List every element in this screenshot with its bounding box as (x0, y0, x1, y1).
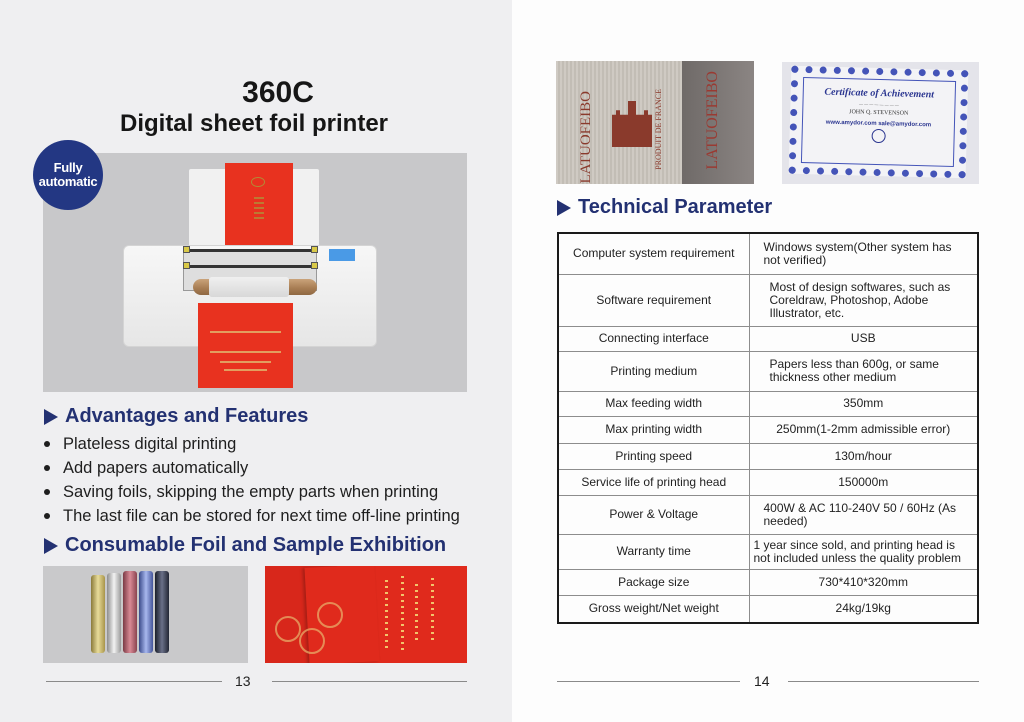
param-value: 130m/hour (749, 443, 978, 469)
certificate-title: Certificate of Achievement (824, 86, 935, 101)
param-value: 24kg/19kg (749, 595, 978, 623)
wine-box-sample-image (556, 61, 754, 184)
feature-item: The last file can be stored for next time off-line printing (44, 504, 460, 528)
param-value: Most of design softwares, such as Coreldraw, Photoshop, Adobe Illustrator, etc. (749, 274, 978, 326)
table-row (558, 534, 978, 569)
triangle-bullet-icon (44, 409, 58, 425)
features-list (44, 432, 460, 528)
consumables-heading: Consumable Foil and Sample Exhibition (44, 534, 446, 557)
table-row (558, 391, 978, 416)
emblem-icon (251, 177, 265, 187)
printer-product-image (43, 153, 467, 392)
certificate-sample-image: Certificate of Achievement — — — — — — — — JOHN Q. STEVENSON www.amydor.com sale@amydor.com (782, 62, 979, 184)
triangle-bullet-icon (44, 538, 58, 554)
table-row (558, 326, 978, 351)
foil-film (209, 277, 289, 297)
model-number: 360C (242, 76, 314, 109)
table-row (558, 351, 978, 391)
page-number: 13 (235, 673, 251, 689)
table-row (558, 233, 978, 274)
param-label: Software requirement (558, 274, 749, 326)
badge-line-2: automatic (38, 174, 98, 189)
footer-rule (788, 681, 979, 682)
param-value: Windows system(Other system has not verified) (749, 233, 978, 274)
param-label: Service life of printing head (558, 469, 749, 495)
seal-icon (871, 129, 885, 143)
table-row (558, 569, 978, 595)
product-title: Digital sheet foil printer (119, 110, 389, 137)
param-label: Max feeding width (558, 391, 749, 416)
param-value: 350mm (749, 391, 978, 416)
footer-rule (46, 681, 222, 682)
feature-item: Add papers automatically (44, 456, 460, 480)
table-row (558, 595, 978, 623)
param-label: Max printing width (558, 416, 749, 443)
param-label: Power & Voltage (558, 495, 749, 534)
param-value: 250mm(1-2mm admissible error) (749, 416, 978, 443)
red-paper-output (198, 303, 293, 388)
param-value: 730*410*320mm (749, 569, 978, 595)
table-row (558, 495, 978, 534)
table-row (558, 443, 978, 469)
param-label: Package size (558, 569, 749, 595)
feature-item: Saving foils, skipping the empty parts when printing (44, 480, 460, 504)
param-label: Connecting interface (558, 326, 749, 351)
fully-automatic-badge (33, 140, 103, 210)
param-label: Gross weight/Net weight (558, 595, 749, 623)
table-row (558, 469, 978, 495)
param-label: Computer system requirement (558, 233, 749, 274)
param-value: USB (749, 326, 978, 351)
feature-item: Plateless digital printing (44, 432, 460, 456)
foil-sample-cards-image (265, 566, 467, 663)
brand-text: LATUOFEIBO (578, 91, 594, 184)
param-value: Papers less than 600g, or same thickness other medium (749, 351, 978, 391)
control-screen (329, 249, 355, 261)
triangle-bullet-icon (557, 200, 571, 216)
advantages-heading: Advantages and Features (44, 405, 308, 428)
table-row (558, 274, 978, 326)
badge-line-1: Fully (53, 160, 83, 175)
param-label: Printing medium (558, 351, 749, 391)
footer-rule (272, 681, 467, 682)
origin-text: PRODUIT DE FRANCE (654, 89, 663, 170)
param-label: Warranty time (558, 534, 749, 569)
table-row (558, 416, 978, 443)
param-value: 1 year since sold, and printing head is not included unless the quality problem (749, 534, 978, 569)
param-label: Printing speed (558, 443, 749, 469)
certificate-name: JOHN Q. STEVENSON (849, 109, 909, 117)
technical-parameter-heading: Technical Parameter (557, 196, 772, 219)
brand-text-dark: LATUOFEIBO (704, 71, 721, 170)
certificate-contact: www.amydor.com sale@amydor.com (825, 119, 932, 129)
foil-rolls-image (43, 566, 248, 663)
technical-parameter-table (557, 232, 979, 624)
red-paper-input (225, 163, 293, 253)
page-number: 14 (754, 673, 770, 689)
param-value: 400W & AC 110-240V 50 / 60Hz (As needed) (749, 495, 978, 534)
param-value: 150000m (749, 469, 978, 495)
footer-rule (557, 681, 740, 682)
